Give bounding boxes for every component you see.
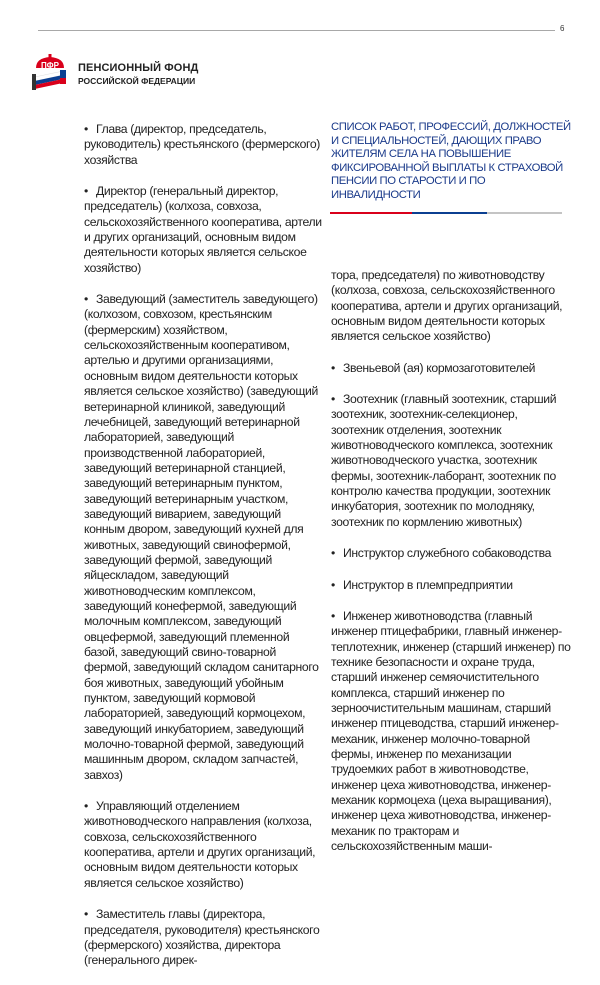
tricolor-divider xyxy=(330,212,562,214)
bullet-icon: • xyxy=(331,392,335,407)
divider-gray xyxy=(487,212,562,214)
list-item: • Инженер животноводства (главный инженер птицефабрики, главный инженер-теплотехник, инженер (старший инженер) по технике безопасности и охране труда, старший инженер семяочистительного комплекса, старший инженер по зерноочистительным машинам, старший инженер птицеводства, старший инженер-механик, инженер молочно-товарной фермы, инженер по механизации трудоемких работ в животноводстве, инженер цеха животноводства, инженер-механик кормоцеха (цеха выращивания), инженер цеха животноводства, инженер-механик по тракторам и сельскохозяйственным маши- xyxy=(331,608,571,853)
divider-red xyxy=(330,212,412,214)
bullet-icon: • xyxy=(331,360,335,375)
bullet-icon: • xyxy=(84,122,88,136)
list-item-continuation: тора, председателя) по животноводству (колхоза, совхоза, сельскохозяйственного кооператива, артели и других организаций, основным видом деятельности которых является сельское хозяйство) xyxy=(331,268,563,344)
brand-name xyxy=(78,62,198,87)
list-item: • Директор (генеральный директор, председатель) (колхоза, совхоза, сельскохозяйственного кооператива, артели и других организаций, основным видом деятельности которых является сельское хозяйство) xyxy=(84,184,322,275)
list-item: • Заведующий (заместитель заведующего) (колхозом, совхозом, крестьянским (фермерским) хозяйством, сельскохозяйственным кооперативом, артелью и другими организациями, основным видом деятельности которых является сельское хозяйство) (заведующий ветеринарной клиникой, заведующий лечебницей, заведующий ветеринарной лабораторией, заведующий производственной лабораторией, заведующий ветеринарной станцией, заведующий ветеринарным пунктом, заведующий ветеринарным участком, заведующий виварием, заведующий конным двором, заведующий кухней для животных, заведующий свинофермой, заведующий фермой, заведующий яйцескладом, заведующий животноводческим комплексом, заведующий конефермой, заведующий молочным комплексом, заведующий овцефермой, заведующий племенной базой, заведующий свино-товарной фермой, заведующий складом санитарного боя животных, заведующий убойным пунктом, заведующий кормовой лабораторией, заведующий кормоцехом, заведующий инкубаторием, заведующий молочно-товарной фермой, заведующий машинным двором, складом запчастей, завхоз) xyxy=(84,292,319,782)
bullet-icon: • xyxy=(84,184,88,199)
bullet-icon: • xyxy=(331,577,335,592)
bullet-icon: • xyxy=(84,799,88,814)
list-item: • Глава (директор, председатель, руководитель) крестьянского (фермерского) хозяйства xyxy=(84,122,320,167)
section-heading: СПИСОК РАБОТ, ПРОФЕССИЙ, ДОЛЖНОСТЕЙ И СПЕЦИАЛЬНОСТЕЙ, ДАЮЩИХ ПРАВО ЖИТЕЛЯМ СЕЛА НА ПОВЫШЕНИЕ ФИКСИРОВАННОЙ ВЫПЛАТЫ К СТРАХОВОЙ ПЕНСИИ ПО СТАРОСТИ И ПО ИНВАЛИДНОСТИ xyxy=(331,121,571,201)
bullet-icon: • xyxy=(331,608,335,623)
brand-line-1: ПЕНСИОННЫЙ ФОНД xyxy=(78,62,199,74)
brand-line-2: РОССИЙСКОЙ ФЕДЕРАЦИИ xyxy=(78,76,196,86)
page-number: 6 xyxy=(560,24,565,33)
bullet-icon: • xyxy=(84,907,88,922)
pfr-logo-icon xyxy=(30,54,70,92)
list-item: • Заместитель главы (директора, председателя, руководителя) крестьянского (фермерского) хозяйства, директора (генерального дирек- xyxy=(84,907,320,968)
bullet-icon: • xyxy=(331,546,335,561)
bullet-icon: • xyxy=(84,292,88,307)
divider-blue xyxy=(412,212,487,214)
header-rule xyxy=(38,30,555,31)
right-column xyxy=(331,268,571,870)
left-column xyxy=(84,122,324,985)
list-item: • Управляющий отделением животноводческого направления (колхоза, совхоза, сельскохозяйственного кооператива, артели и других организаций, основным видом деятельности которых является сельское хозяйство) xyxy=(84,799,316,890)
svg-text:ПФР: ПФР xyxy=(41,61,59,70)
list-item: • Инструктор служебного собаководства xyxy=(331,546,552,561)
list-item: • Звеньевой (ая) кормозаготовителей xyxy=(331,360,536,375)
list-item: • Зоотехник (главный зоотехник, старший зоотехник, зоотехник-селекционер, зоотехник отделения, зоотехник животноводческого комплекса, зоотехник животноводческого участка, зоотехник фермы, зоотехник-лаборант, зоотехник по контролю качества продукции, зоотехник инкубатория, зоотехник по молодняку, зоотехник по кормлению животных) xyxy=(331,392,557,529)
list-item: • Инструктор в племпредприятии xyxy=(331,577,513,592)
